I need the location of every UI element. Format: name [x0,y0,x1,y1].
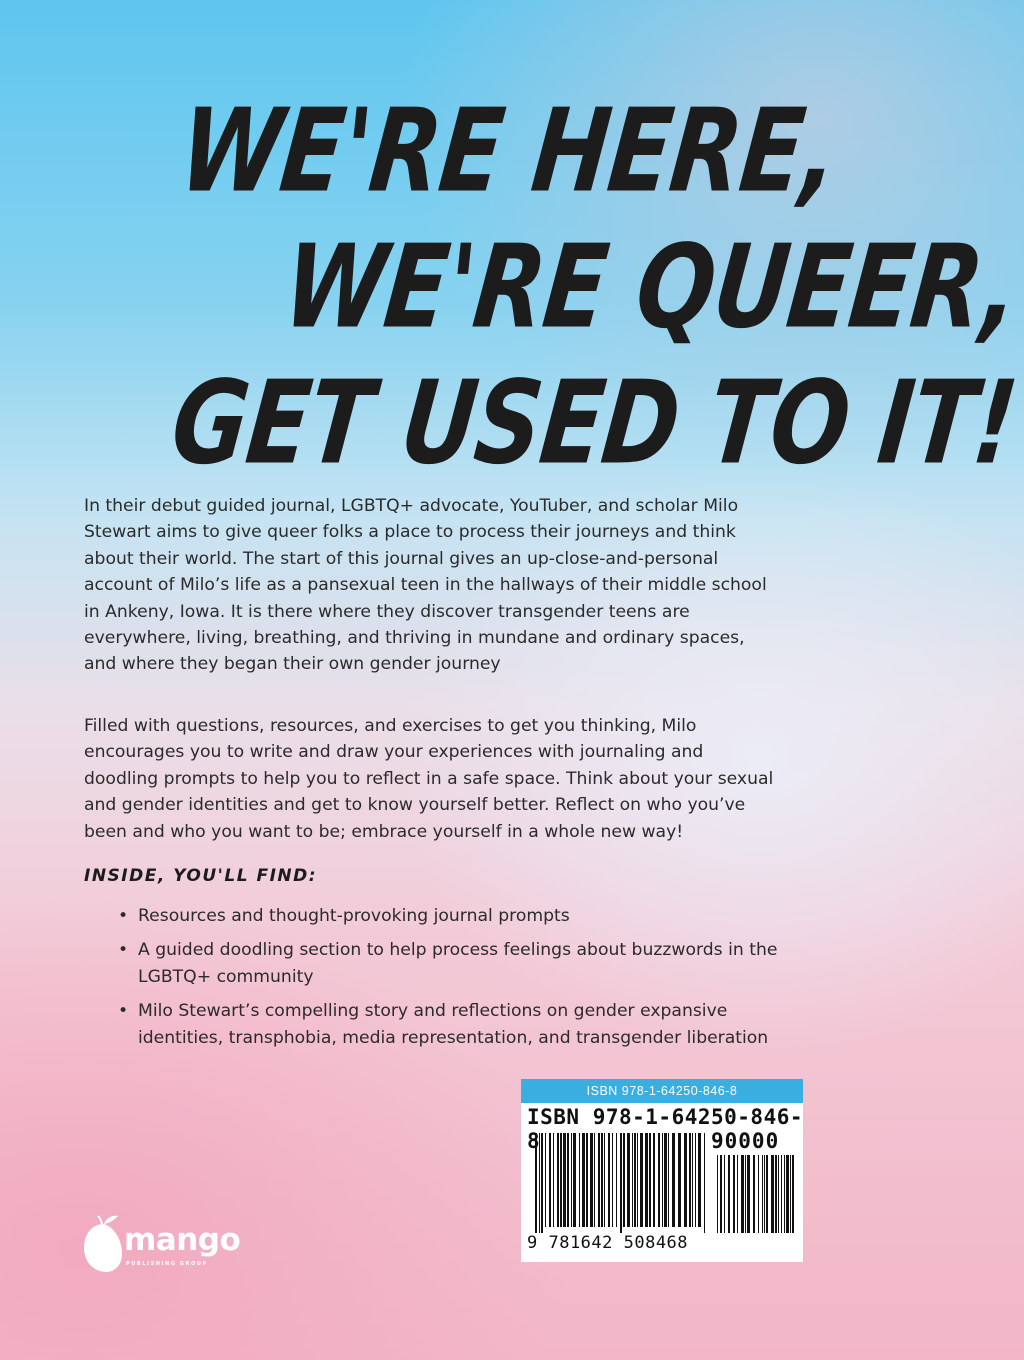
list-item-text: LGBTQ+ community [138,966,314,987]
text-line: doodling prompts to help you to reflect in a safe space. Think about your sexual [84,768,774,789]
isbn-label-bar: ISBN 978-1-64250-846-8 [521,1079,803,1103]
text-line: Stewart aims to give queer folks a place to process their journeys and think [84,522,736,543]
barcode-bar [733,1155,735,1233]
barcode-bar [753,1155,755,1233]
text-line: and where they began their own gender journey [84,654,501,675]
barcode-bar [762,1155,763,1233]
barcode-bar [771,1155,774,1233]
publisher-name: mango [124,1222,241,1258]
text-line: and gender identities and get to know yourself better. Reflect on who you’ve [84,795,746,816]
list-item [118,937,818,990]
description-paragraph-1 [84,493,814,678]
list-item-text: A guided doodling section to help process feelings about buzzwords in the [138,940,778,961]
barcode-bar [745,1155,746,1233]
barcode-bar [758,1155,759,1233]
isbn-barcode-box [521,1079,803,1262]
list-item-text: Milo Stewart’s compelling story and reflections on gender expansive [138,1001,728,1022]
list-item-text: identities, transphobia, media representation, and transgender liberation [138,1027,769,1048]
barcode-bar [720,1155,722,1233]
barcode-bar [764,1155,765,1233]
barcode-bar [728,1155,730,1233]
text-line: Filled with questions, resources, and exercises to get you thinking, Milo [84,716,697,736]
headline-line-2: WE'RE QUEER, [277,220,1024,354]
features-list [118,903,818,1059]
barcode-bar [741,1155,744,1233]
price-code: 90000 [711,1129,780,1153]
bullet-icon: • [118,906,129,926]
text-line: in Ankeny, Iowa. It is there where they discover transgender teens are [84,601,690,622]
barcode-bar [737,1155,738,1233]
publisher-tagline: PUBLISHING GROUP [126,1261,208,1267]
list-item [118,998,818,1051]
bullet-icon: • [118,940,129,961]
barcode-bar [747,1155,750,1233]
barcode-bar [792,1155,794,1233]
barcode-bar [790,1155,791,1233]
barcode-isbn-text: ISBN 978-1-64250-846-8 [527,1105,804,1153]
publisher-logo [82,1212,262,1282]
headline-line-3: GET USED TO IT! [165,356,1023,490]
barcode-bar [786,1155,789,1233]
barcode-bar [717,1155,718,1233]
barcode-bar [724,1155,725,1233]
bullet-icon: • [118,1001,129,1022]
text-line: been and who you want to be; embrace yourself in a whole new way! [84,821,684,842]
text-line: about their world. The start of this journal gives an up-close-and-personal [84,548,719,569]
text-line: everywhere, living, breathing, and thriving in mundane and ordinary spaces, [84,628,745,649]
text-line: account of Milo’s life as a pansexual teen in the hallways of their middle school [84,575,767,596]
barcode-bar [775,1155,777,1233]
barcode-bar [784,1155,785,1233]
list-item [118,903,818,929]
description-paragraph-2 [84,713,814,845]
inside-heading: INSIDE, YOU'LL FIND: [84,866,318,886]
list-item-text: Resources and thought-provoking journal prompts [138,906,570,926]
barcode-bar [781,1155,782,1233]
mango-fruit-icon [82,1212,126,1276]
barcode-bar [778,1155,779,1233]
headline-line-1: WE'RE HERE, [173,84,844,218]
barcode-digits: 9 781642 508468 [527,1233,689,1253]
text-line: In their debut guided journal, LGBTQ+ advocate, YouTuber, and scholar Milo [84,496,739,516]
text-line: encourages you to write and draw your experiences with journaling and [84,742,704,763]
barcode-bar [766,1155,768,1233]
cover-headline [0,58,1024,490]
